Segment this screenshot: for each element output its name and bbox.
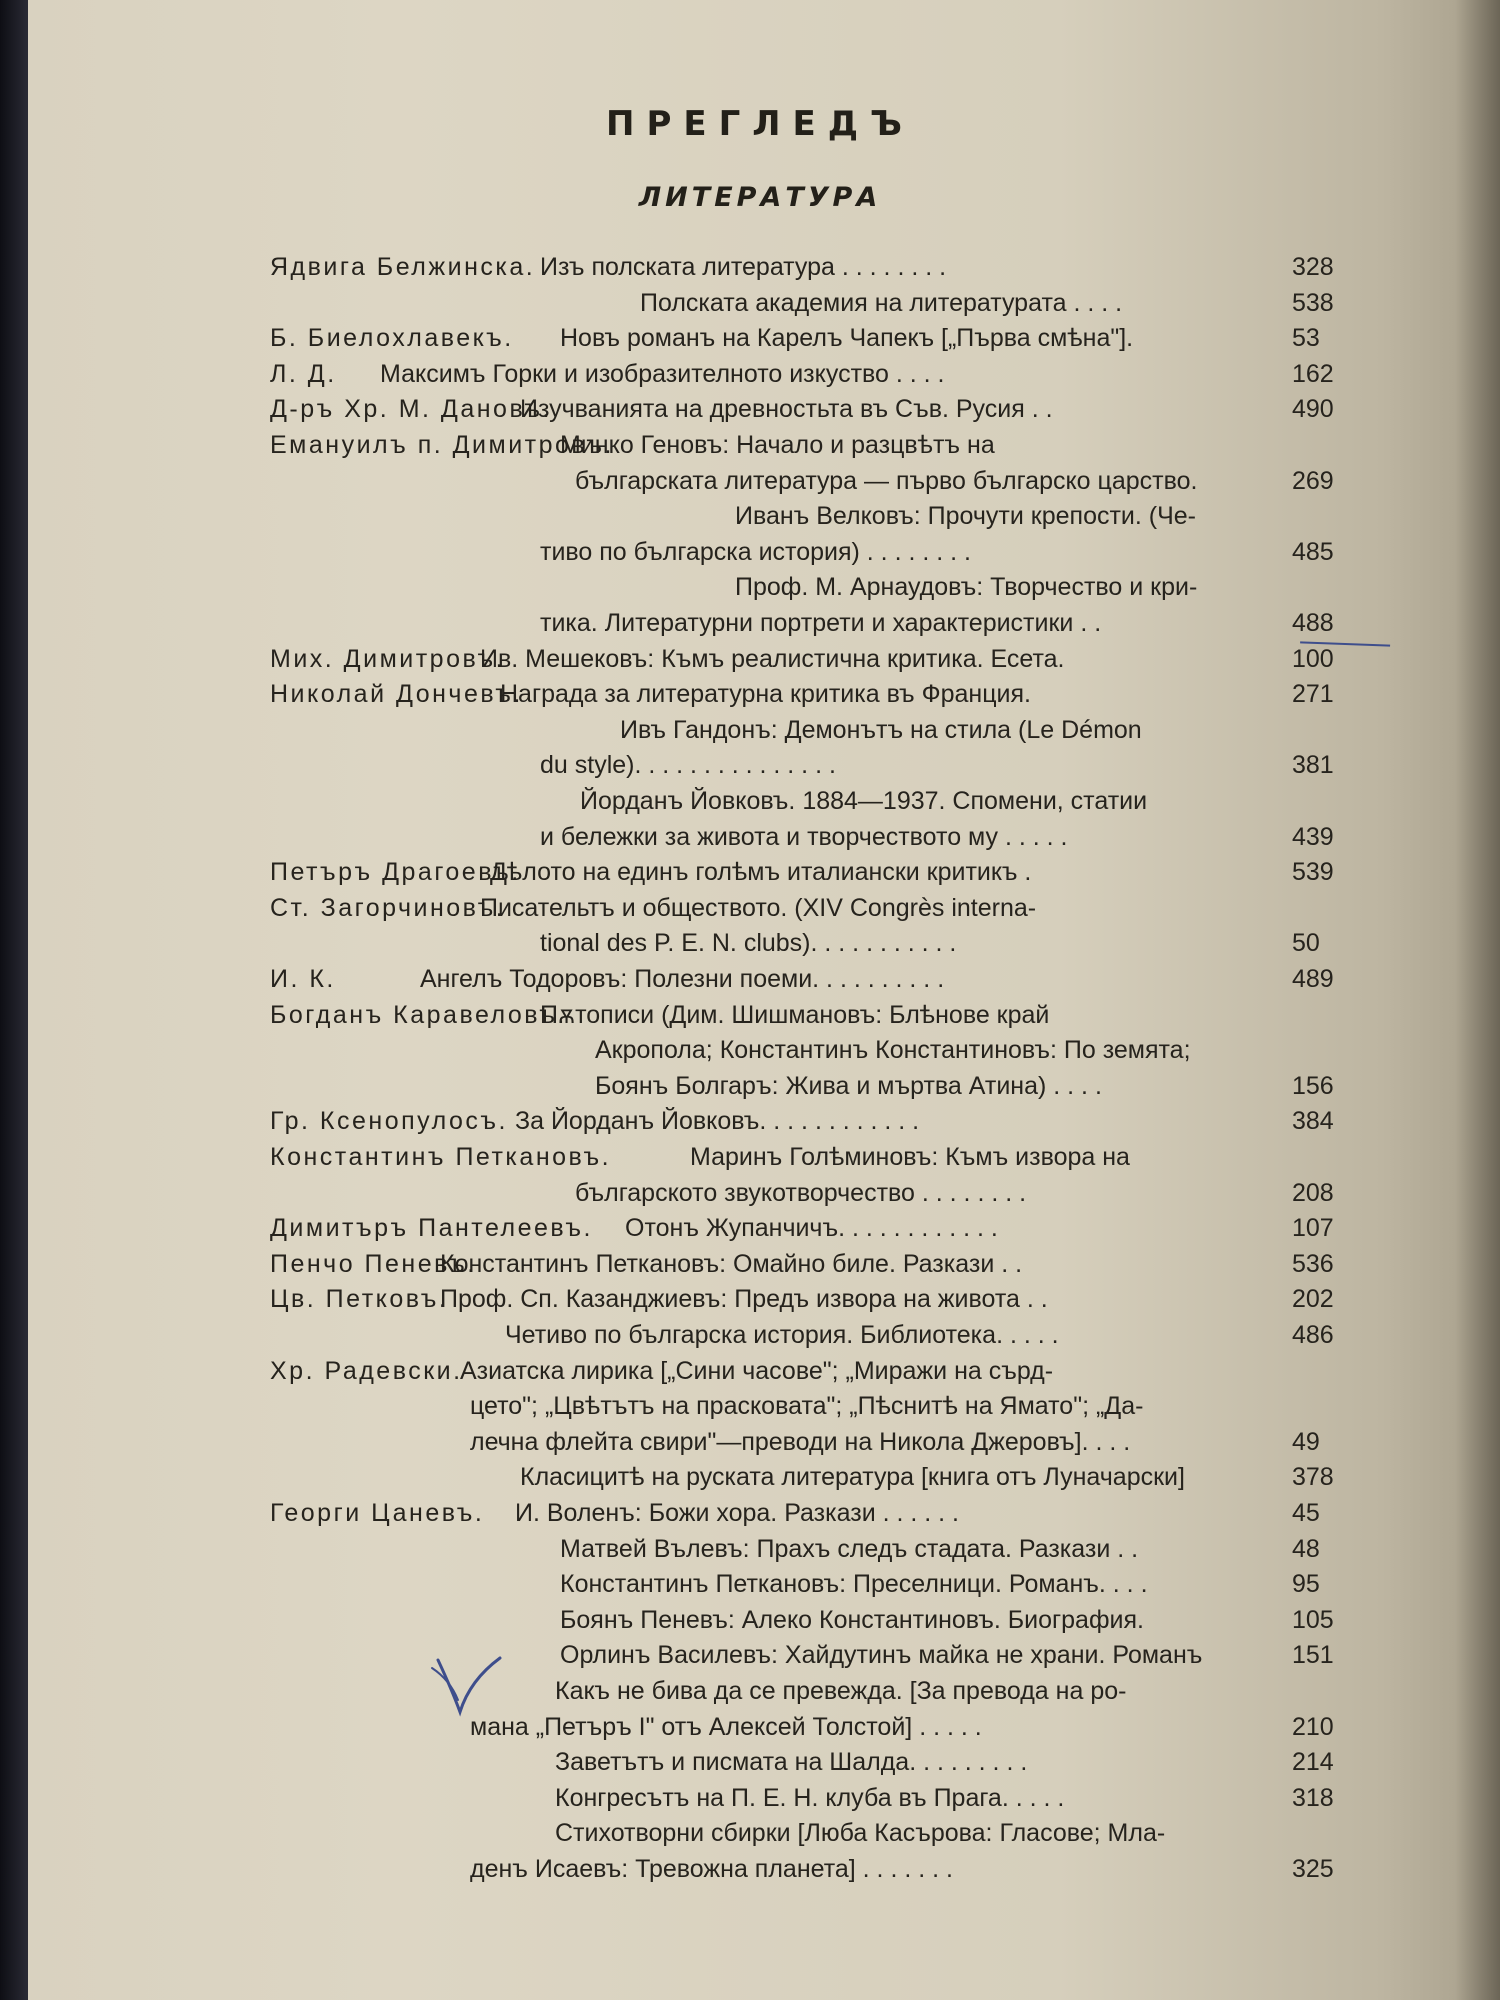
entry-author: Д-ръ Хр. М. Дановъ. [270, 395, 552, 424]
contents-entry [0, 538, 1500, 574]
entry-page-number: 202 [1292, 1285, 1334, 1314]
entry-title: Акропола; Константинъ Константиновъ: По земята; [595, 1036, 1191, 1065]
entry-page-number: 381 [1292, 751, 1334, 780]
page-title: ПРЕГЛЕДЪ [606, 104, 914, 144]
entry-page-number: 439 [1292, 822, 1334, 851]
contents-entry [0, 680, 1500, 716]
entry-title: Константинъ Петкановъ: Преселници. Романъ. . . . [560, 1570, 1148, 1599]
entry-page-number: 214 [1292, 1748, 1334, 1777]
entry-author: Пенчо Пеневъ. [270, 1249, 477, 1278]
contents-entry [0, 1855, 1500, 1891]
entry-title: Полската академия на литературата . . . . [640, 288, 1123, 317]
contents-entry [0, 1143, 1500, 1179]
entry-author: Б. Биелохлавекъ. [270, 324, 514, 353]
entry-title: Дѣлото на единъ голѣмъ италиански критикъ . [490, 858, 1032, 887]
entry-title: Боянъ Болгаръ: Жива и мъртва Атина) . . . . [595, 1071, 1102, 1100]
entry-page-number: 53 [1292, 324, 1320, 353]
entry-title: du style). . . . . . . . . . . . . . . [540, 751, 836, 780]
entry-page-number: 49 [1292, 1427, 1320, 1456]
entry-page-number: 538 [1292, 288, 1334, 317]
entry-page-number: 485 [1292, 537, 1334, 566]
entry-author: Николай Дончевъ. [270, 680, 523, 709]
contents-entry [0, 1713, 1500, 1749]
entry-author: Гр. Ксенопулосъ. [270, 1107, 508, 1136]
contents-entry [0, 751, 1500, 787]
entry-page-number: 105 [1292, 1605, 1334, 1634]
entry-page-number: 328 [1292, 253, 1334, 281]
entry-author: Константинъ Петкановъ. [270, 1143, 612, 1171]
contents-entry [0, 1107, 1500, 1143]
entry-page-number: 95 [1292, 1570, 1320, 1599]
entry-author: И. К. [270, 965, 336, 993]
entry-author: Георги Цаневъ. [270, 1499, 485, 1527]
entry-title: Изъ полската литература . . . . . . . . [540, 253, 947, 281]
contents-entry [0, 1001, 1500, 1037]
entry-page-number: 269 [1292, 466, 1334, 495]
contents-entry [0, 1463, 1500, 1499]
entry-title: Награда за литературна критика въ Франция. [500, 680, 1031, 709]
entry-title: Боянъ Пеневъ: Алеко Константиновъ. Биография. [560, 1605, 1144, 1634]
entry-author: Л. Д. [270, 359, 337, 388]
entry-title: Максимъ Горки и изобразителното изкуство . . . . [380, 359, 945, 388]
contents-entry [0, 1392, 1500, 1428]
entry-author: Богданъ Каравеловъ. [270, 1000, 567, 1029]
contents-entry [0, 253, 1500, 289]
entry-title: tional des P. E. N. clubs). . . . . . . . . . . [540, 929, 957, 958]
entry-title: Стихотворни сбирки [Люба Касърова: Гласове; Мла- [555, 1819, 1166, 1848]
entry-title: Проф. Сп. Казанджиевъ: Предъ извора на живота . . [440, 1285, 1048, 1314]
entry-title: денъ Исаевъ: Тревожна планета] . . . . . . . [470, 1855, 953, 1883]
entry-title: Писательтъ и обществото. (XIV Congrès interna- [480, 893, 1037, 922]
entry-title: лечна флейта свири"—преводи на Никола Джеровъ]. . . . [470, 1427, 1131, 1456]
entry-page-number: 151 [1292, 1641, 1334, 1670]
contents-entry [0, 609, 1500, 645]
contents-entry [0, 1606, 1500, 1642]
contents-entry [0, 1214, 1500, 1250]
contents-entry [0, 324, 1500, 360]
entry-title: и бележки за живота и творчеството му . . . . . [540, 822, 1068, 851]
contents-entry [0, 1036, 1500, 1072]
contents-entry [0, 289, 1500, 325]
entry-page-number: 100 [1292, 644, 1334, 673]
entry-page-number: 489 [1292, 965, 1334, 993]
entry-title: българското звукотворчество . . . . . . . . [575, 1178, 1027, 1207]
entry-title: тиво по българска история) . . . . . . . . [540, 537, 971, 566]
entry-title: тика. Литературни портрети и характеристики . . [540, 609, 1102, 637]
entry-title: И. Воленъ: Божи хора. Разкази . . . . . . [515, 1499, 960, 1527]
contents-entry [0, 1819, 1500, 1855]
entry-title: Константинъ Петкановъ: Омайно биле. Разкази . . [440, 1249, 1023, 1278]
entry-title: Минко Геновъ: Начало и разцвѣтъ на [560, 431, 995, 459]
entry-title: мана „Петъръ I" отъ Алексей Толстой] . . . . . [470, 1712, 982, 1741]
entry-title: Азиатска лирика [„Сини часове"; „Миражи на сърд- [460, 1356, 1054, 1385]
entry-page-number: 162 [1292, 359, 1334, 388]
contents-entry [0, 965, 1500, 1001]
contents-entry [0, 1641, 1500, 1677]
entry-author: Хр. Радевски. [270, 1356, 463, 1385]
entry-author: Петъръ Драгоевъ. [270, 858, 521, 887]
entry-title: Ангелъ Тодоровъ: Полезни поеми. . . . . . . . . . [420, 965, 945, 993]
contents-entry [0, 1677, 1500, 1713]
contents-entry [0, 716, 1500, 752]
contents-entry [0, 787, 1500, 823]
entry-page-number: 271 [1292, 680, 1334, 709]
entry-page-number: 378 [1292, 1463, 1334, 1492]
entry-page-number: 208 [1292, 1178, 1334, 1207]
entry-page-number: 48 [1292, 1534, 1320, 1563]
entry-page-number: 384 [1292, 1107, 1334, 1136]
entry-title: Новъ романъ на Карелъ Чапекъ [„Първа смѣна"]. [560, 324, 1134, 353]
entry-title: Иванъ Велковъ: Прочути крепости. (Че- [735, 502, 1196, 531]
entry-page-number: 210 [1292, 1712, 1334, 1741]
contents-entry [0, 858, 1500, 894]
contents-entry [0, 1784, 1500, 1820]
contents-entry [0, 573, 1500, 609]
entry-title: Конгресътъ на П. Е. Н. клуба въ Прага. . . . . [555, 1783, 1065, 1812]
entry-title: Йорданъ Йовковъ. 1884—1937. Спомени, статии [580, 787, 1148, 815]
contents-entry [0, 1179, 1500, 1215]
entry-author: Ядвига Белжинска. [270, 253, 536, 281]
entry-title: Какъ не бива да се превежда. [За превода на ро- [555, 1677, 1127, 1705]
entry-title: За Йорданъ Йовковъ. . . . . . . . . . . . [515, 1107, 920, 1136]
entry-title: Отонъ Жупанчичъ. . . . . . . . . . . . [625, 1214, 998, 1243]
contents-entry [0, 1250, 1500, 1286]
contents-entry [0, 431, 1500, 467]
entry-title: Проф. М. Арнаудовъ: Творчество и кри- [735, 573, 1198, 602]
entry-title: Пѫтописи (Дим. Шишмановъ: Блѣнове край [540, 1000, 1050, 1029]
entry-page-number: 488 [1292, 609, 1334, 637]
entry-page-number: 490 [1292, 395, 1334, 424]
contents-entry [0, 1321, 1500, 1357]
entry-page-number: 318 [1292, 1783, 1334, 1812]
contents-entry [0, 823, 1500, 859]
entry-title: българската литература — първо българско царство. [575, 466, 1198, 495]
entry-page-number: 486 [1292, 1321, 1334, 1349]
check-mark-icon [430, 1650, 510, 1730]
entry-author: Димитъръ Пантелеевъ. [270, 1214, 593, 1243]
entry-page-number: 536 [1292, 1249, 1334, 1278]
entry-title: Класицитѣ на руската литература [книга отъ Луначарски] [520, 1463, 1185, 1492]
entry-author: Емануилъ п. Димитровъ. [270, 431, 614, 459]
contents-entry [0, 1570, 1500, 1606]
entry-page-number: 45 [1292, 1499, 1320, 1527]
contents-entry [0, 929, 1500, 965]
entry-author: Ст. Загорчиновъ. [270, 893, 506, 922]
contents-entry [0, 1499, 1500, 1535]
contents-entry [0, 1072, 1500, 1108]
contents-entry [0, 467, 1500, 503]
entry-page-number: 325 [1292, 1855, 1334, 1883]
contents-entry [0, 645, 1500, 681]
entry-title: Орлинъ Василевъ: Хайдутинъ майка не храни. Романъ [560, 1641, 1203, 1670]
entry-author: Мих. Димитровъ. [270, 644, 506, 673]
contents-entry [0, 1285, 1500, 1321]
entry-page-number: 107 [1292, 1214, 1334, 1243]
entry-author: Цв. Петковъ. [270, 1285, 449, 1314]
entry-title: Изучванията на древностьта въ Съв. Русия . . [520, 395, 1053, 424]
contents-entry [0, 1357, 1500, 1393]
entry-title: Четиво по българска история. Библиотека. . . . . [505, 1321, 1059, 1349]
contents-entry [0, 502, 1500, 538]
entry-page-number: 539 [1292, 858, 1334, 887]
entry-title: Ивъ Гандонъ: Демонътъ на стила (Le Démon [620, 715, 1142, 744]
entry-title: Маринъ Голѣминовъ: Къмъ извора на [690, 1143, 1130, 1171]
contents-entry [0, 1428, 1500, 1464]
contents-entry [0, 1748, 1500, 1784]
contents-entry [0, 1535, 1500, 1571]
entry-title: Матвей Вълевъ: Прахъ следъ стадата. Разкази . . [560, 1534, 1139, 1563]
entry-title: Ив. Мешековъ: Къмъ реалистична критика. Есета. [480, 644, 1065, 673]
contents-entry [0, 894, 1500, 930]
entry-title: цето"; „Цвѣтътъ на прасковата"; „Пѣснитѣ на Ямато"; „Да- [470, 1392, 1144, 1421]
contents-entry [0, 360, 1500, 396]
section-heading: ЛИТЕРАТУРА [638, 182, 882, 213]
entry-page-number: 50 [1292, 929, 1320, 958]
entry-page-number: 156 [1292, 1071, 1334, 1100]
contents-entry [0, 395, 1500, 431]
entry-title: Заветътъ и писмата на Шалда. . . . . . . . . [555, 1748, 1028, 1777]
